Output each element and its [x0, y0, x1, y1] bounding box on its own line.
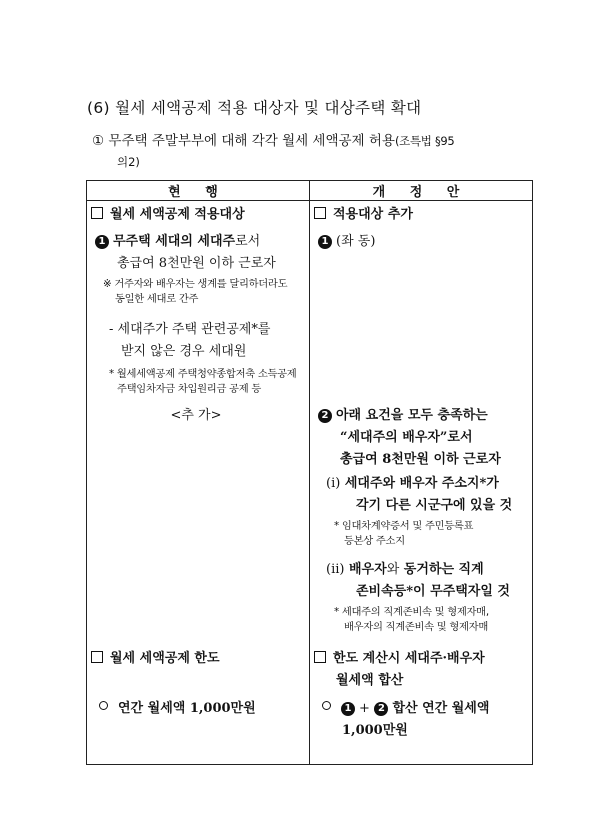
section-title: (6) 월세 세액공제 적용 대상자 및 대상주택 확대 [87, 99, 422, 117]
current-note1: ※ 거주자와 배우자는 생계를 달리하더라도 동일한 세대로 간주 [103, 278, 288, 305]
current-dash-item: - 세대주가 주택 관련공제*를 받지 않은 경우 세대원 [109, 322, 271, 359]
current-target-heading: 월세 세액공제 적용대상 [91, 204, 245, 226]
subsection-heading [92, 131, 532, 173]
revised-condition1: (ⅰ) 세대주와 배우자 주소지*가 각기 다른 시군구에 있을 것 [326, 476, 513, 513]
header-revised: 개 정 안 [310, 181, 533, 201]
hollow-circle-bullet-icon [99, 701, 108, 710]
subsection-marker: ① [92, 133, 105, 149]
subsection-ref-cont: 의2) [117, 155, 140, 169]
comparison-table [86, 180, 533, 765]
checkbox-square-icon [91, 207, 103, 219]
checkbox-square-icon [314, 651, 326, 663]
current-note2: * 월세세액공제 주택청약종합저축 소득공제 주택임차자금 차입원리금 공제 등 [109, 368, 297, 395]
checkbox-square-icon [91, 651, 103, 663]
revised-column [310, 201, 533, 765]
revised-item1: 1 (좌 동) [318, 231, 375, 253]
current-column [87, 201, 310, 765]
checkbox-square-icon [314, 207, 326, 219]
revised-condition2: (ⅱ) 배우자와 동거하는 직계 존비속등*이 무주택자일 것 [326, 562, 510, 599]
hollow-circle-bullet-icon [322, 701, 331, 710]
revised-condition2-note: * 세대주의 직계존비속 및 형제자매, 배우자의 직계존비속 및 형제자매 [334, 606, 489, 633]
current-add-label: <추 가> [170, 408, 222, 423]
circled-two-icon: 2 [318, 409, 332, 423]
header-current: 현 행 [87, 181, 310, 201]
subsection-ref: (조특법 §95 [394, 134, 455, 148]
circled-two-icon: 2 [374, 702, 388, 716]
current-item1-line2: 총급여 8천만원 이하 근로자 [117, 256, 276, 271]
revised-condition1-note: * 임대차계약증서 및 주민등록표 등본상 주소지 [334, 520, 474, 547]
circled-one-icon: 1 [318, 235, 332, 249]
revised-limit-item: 1 + 2 합산 연간 월세액 1,000만원 [322, 698, 536, 742]
current-limit-item: 연간 월세액 1,000만원 [99, 698, 256, 720]
circled-one-icon: 1 [95, 235, 109, 249]
circled-one-icon: 1 [341, 702, 355, 716]
current-item1: 1 무주택 세대의 세대주로서 총급여 8천만원 이하 근로자 [95, 231, 305, 275]
subsection-text: 무주택 주말부부에 대해 각각 월세 세액공제 허용 [108, 133, 395, 149]
revised-limit-heading: 한도 계산시 세대주·배우자 월세액 합산 [314, 648, 536, 692]
revised-target-heading: 적용대상 추가 [314, 204, 413, 226]
current-limit-heading: 월세 세액공제 한도 [91, 648, 220, 670]
revised-item2: 2 아래 요건을 모두 충족하는 “세대주의 배우자”로서 총급여 8천만원 이하 근로자 [318, 405, 536, 471]
